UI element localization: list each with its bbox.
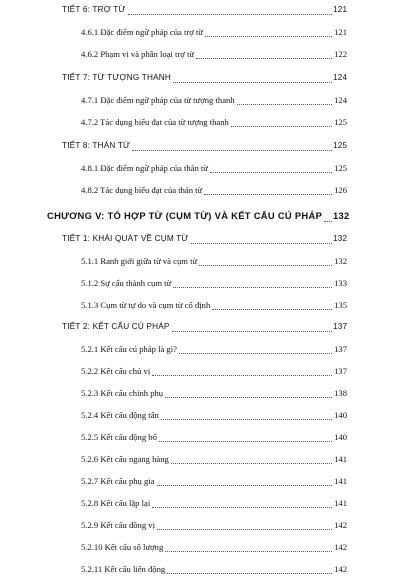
dot-leader — [159, 440, 332, 442]
toc-entry-page: 140 — [334, 432, 347, 442]
toc-entry-label: 5.2.5 Kết cấu động bổ — [81, 432, 157, 442]
toc-entry-page: 141 — [334, 476, 347, 486]
toc-entry-page: 142 — [334, 542, 347, 552]
dot-leader — [152, 374, 332, 376]
dot-leader — [161, 418, 332, 420]
toc-entry-label: 4.8.2 Tác dụng biểu đạt của thán từ — [81, 185, 203, 195]
dot-leader — [204, 193, 332, 195]
toc-entry-page: 142 — [334, 520, 347, 530]
toc-entry-label: 4.7.1 Đặc điểm ngữ pháp của từ tượng thanh — [81, 95, 235, 105]
toc-entry-label: 4.6.1 Đặc điểm ngữ pháp của trợ từ — [81, 27, 203, 37]
toc-entry-label: 5.1.3 Cụm từ tự do và cụm từ cố định — [81, 300, 211, 310]
toc-entry-label: TIẾT 7: TỪ TƯỢNG THANH — [62, 73, 171, 82]
toc-entry-label: 5.2.8 Kết cấu lặp lại — [81, 498, 151, 508]
dot-leader — [171, 462, 332, 464]
toc-entry-page: 125 — [334, 163, 347, 173]
toc-entry-label: 5.2.11 Kết cấu liên động — [81, 564, 166, 574]
toc-entry-section[interactable] — [0, 231, 400, 247]
toc-entry-subsection[interactable] — [0, 363, 400, 379]
toc-entry-subsection[interactable] — [0, 341, 400, 357]
dot-leader — [128, 13, 332, 15]
toc-entry-label: CHƯƠNG V: TỔ HỢP TỪ (CỤM TỪ) VÀ KẾT CẤU CÚ PHÁP — [47, 210, 323, 221]
toc-entry-subsection[interactable] — [0, 182, 400, 198]
toc-entry-subsection[interactable] — [0, 429, 400, 445]
dot-leader — [165, 550, 332, 552]
toc-entry-page: 141 — [334, 498, 347, 508]
toc-entry-label: 5.1.2 Sự cấu thành cụm từ — [81, 278, 172, 288]
toc-entry-page: 137 — [333, 322, 348, 331]
toc-entry-page: 137 — [334, 344, 347, 354]
toc-entry-label: 5.2.4 Kết cấu động tân — [81, 410, 159, 420]
dot-leader — [210, 171, 332, 173]
toc-entry-chapter[interactable] — [0, 206, 400, 225]
toc-entry-subsection[interactable] — [0, 539, 400, 555]
toc-entry-label: 4.8.1 Đặc điểm ngữ pháp của thán từ — [81, 163, 208, 173]
toc-entry-subsection[interactable] — [0, 451, 400, 467]
table-of-contents — [0, 2, 400, 577]
toc-entry-label: 5.2.10 Kết cấu số lượng — [81, 542, 164, 552]
toc-entry-subsection[interactable] — [0, 407, 400, 423]
toc-entry-subsection[interactable] — [0, 385, 400, 401]
toc-entry-section[interactable] — [0, 2, 400, 18]
dot-leader — [179, 352, 332, 354]
dot-leader — [205, 35, 332, 37]
toc-entry-label: 5.2.2 Kết cấu chủ vị — [81, 366, 151, 376]
toc-entry-page: 140 — [334, 410, 347, 420]
toc-entry-subsection[interactable] — [0, 297, 400, 313]
toc-entry-label: 5.2.6 Kết cấu ngang hàng — [81, 454, 169, 464]
toc-entry-page: 125 — [334, 117, 347, 127]
dot-leader — [167, 572, 332, 574]
dot-leader — [173, 81, 332, 83]
toc-entry-subsection[interactable] — [0, 46, 400, 62]
dot-leader — [231, 125, 332, 127]
toc-entry-label: 5.2.1 Kết cấu cú pháp là gì? — [81, 344, 177, 354]
dot-leader — [157, 484, 332, 486]
toc-entry-label: TIẾT 6: TRỢ TỪ — [62, 5, 126, 14]
toc-entry-page: 121 — [333, 5, 348, 14]
toc-entry-label: 5.2.3 Kết cấu chính phụ — [81, 388, 164, 398]
dot-leader — [132, 149, 332, 151]
dot-leader — [212, 308, 332, 310]
toc-entry-page: 121 — [334, 27, 347, 37]
toc-entry-section[interactable] — [0, 70, 400, 86]
toc-entry-page: 126 — [334, 185, 347, 195]
toc-entry-label: 4.7.2 Tác dụng biểu đạt của từ tượng thanh — [81, 117, 229, 127]
toc-entry-page: 135 — [334, 300, 347, 310]
toc-entry-label: TIẾT 1: KHÁI QUÁT VỀ CỤM TỪ — [62, 234, 189, 243]
dot-leader — [237, 103, 332, 105]
dot-leader — [324, 220, 332, 222]
toc-entry-subsection[interactable] — [0, 24, 400, 40]
toc-entry-subsection[interactable] — [0, 253, 400, 269]
dot-leader — [196, 57, 332, 59]
toc-entry-page: 141 — [334, 454, 347, 464]
toc-entry-subsection[interactable] — [0, 114, 400, 130]
toc-entry-page: 132 — [334, 256, 347, 266]
toc-entry-label: 5.1.1 Ranh giới giữa từ và cụm từ — [81, 256, 198, 266]
toc-entry-subsection[interactable] — [0, 275, 400, 291]
toc-entry-label: 5.2.9 Kết cấu đồng vị — [81, 520, 155, 530]
toc-entry-subsection[interactable] — [0, 517, 400, 533]
toc-entry-section[interactable] — [0, 319, 400, 335]
dot-leader — [173, 286, 332, 288]
toc-entry-page: 137 — [334, 366, 347, 376]
dot-leader — [165, 396, 332, 398]
toc-entry-page: 124 — [333, 73, 348, 82]
toc-entry-page: 132 — [333, 234, 348, 243]
toc-entry-subsection[interactable] — [0, 495, 400, 511]
toc-entry-page: 132 — [333, 210, 350, 221]
dot-leader — [199, 264, 332, 266]
toc-entry-subsection[interactable] — [0, 92, 400, 108]
toc-entry-page: 142 — [334, 564, 347, 574]
toc-entry-page: 124 — [334, 95, 347, 105]
toc-entry-page: 133 — [334, 278, 347, 288]
dot-leader — [157, 528, 332, 530]
toc-entry-subsection[interactable] — [0, 473, 400, 489]
dot-leader — [172, 330, 332, 332]
dot-leader — [191, 242, 332, 244]
toc-entry-label: TIẾT 2: KẾT CẤU CÚ PHÁP — [62, 322, 170, 331]
toc-entry-subsection[interactable] — [0, 160, 400, 176]
toc-entry-page: 138 — [334, 388, 347, 398]
toc-entry-label: 4.6.2 Phạm vi và phân loại trợ từ — [81, 49, 195, 59]
toc-entry-label: TIẾT 8: THÁN TỪ — [62, 141, 131, 150]
toc-entry-label: 5.2.7 Kết cấu phụ gia — [81, 476, 155, 486]
toc-entry-page: 122 — [334, 49, 347, 59]
toc-entry-page: 125 — [333, 141, 348, 150]
toc-entry-subsection[interactable] — [0, 561, 400, 577]
dot-leader — [152, 506, 332, 508]
toc-entry-section[interactable] — [0, 138, 400, 154]
